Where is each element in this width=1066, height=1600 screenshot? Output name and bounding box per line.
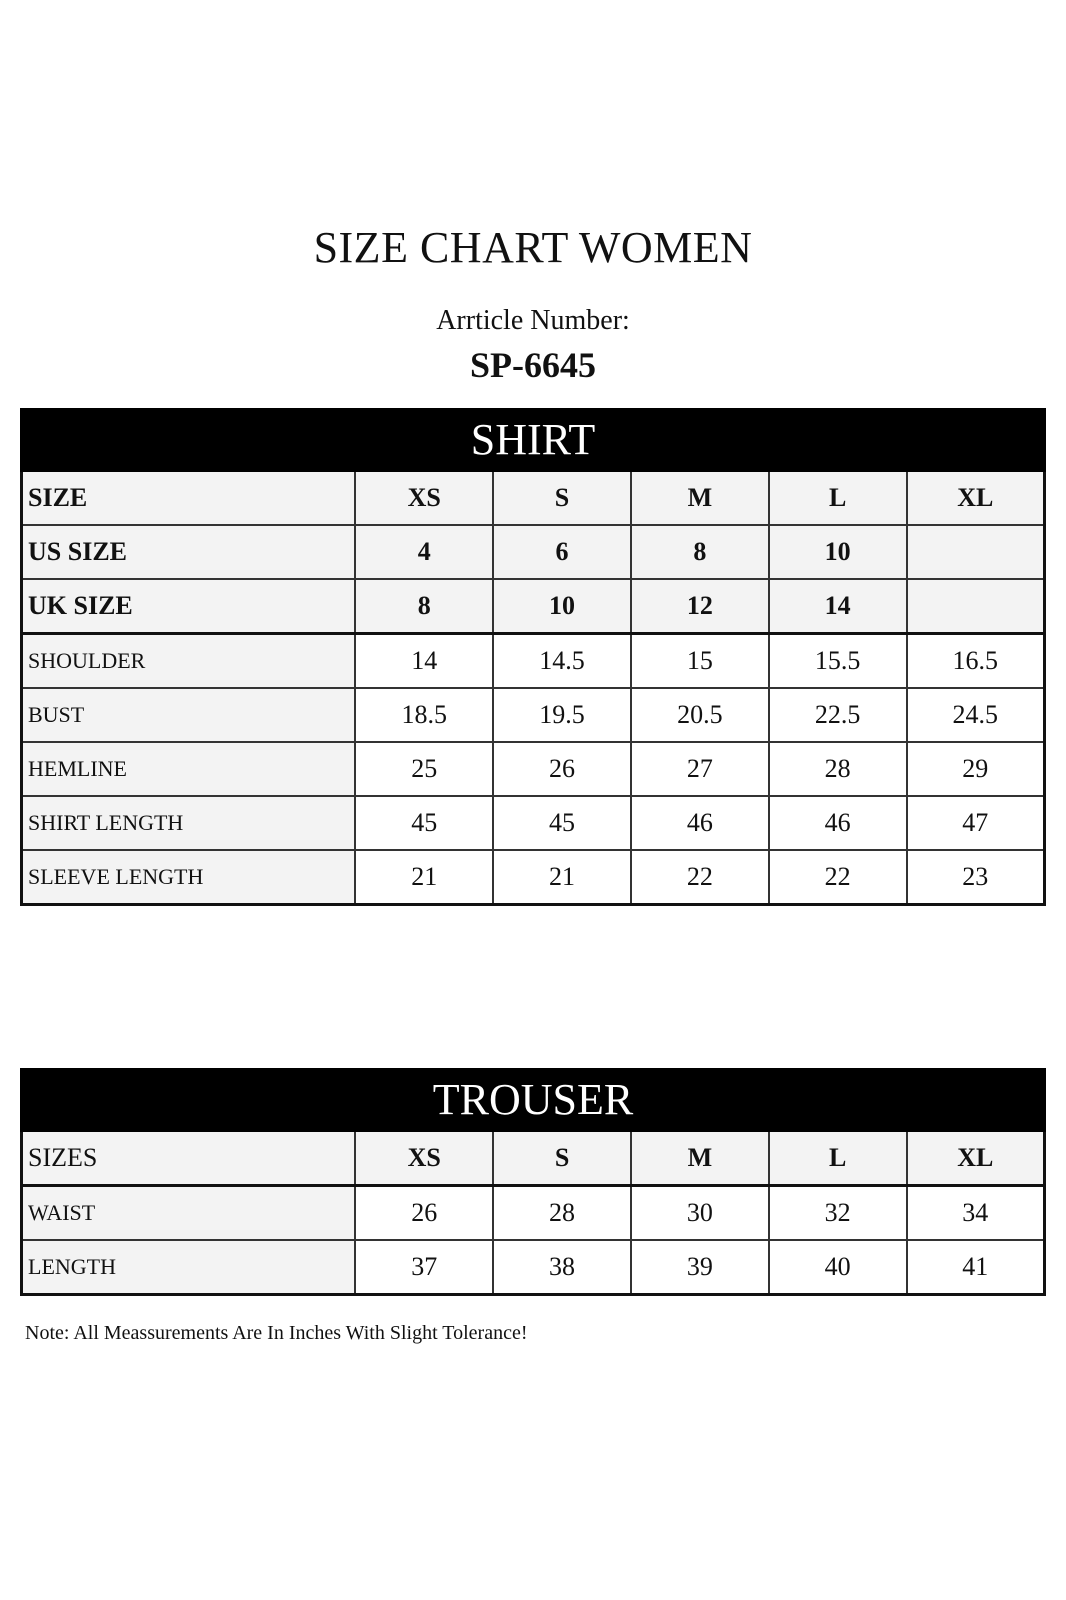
shirt-size-header-cell: S (493, 471, 631, 526)
table-cell: 34 (907, 1186, 1045, 1241)
table-cell: 28 (769, 742, 907, 796)
table-cell: 22 (769, 850, 907, 905)
row-label: US SIZE (22, 525, 356, 579)
table-cell: 15 (631, 634, 769, 689)
table-cell: 19.5 (493, 688, 631, 742)
table-cell: 14 (355, 634, 493, 689)
table-cell: 37 (355, 1240, 493, 1295)
trouser-size-header-cell: XS (355, 1131, 493, 1186)
shirt-table-title: SHIRT (22, 410, 1045, 471)
shirt-size-header-row (22, 471, 1045, 526)
trouser-size-header-cell: L (769, 1131, 907, 1186)
table-row (22, 796, 1045, 850)
table-cell: 28 (493, 1186, 631, 1241)
shirt-size-header-cell: XS (355, 471, 493, 526)
table-cell: 10 (493, 579, 631, 634)
shirt-size-header-label: SIZE (22, 471, 356, 526)
table-row (22, 634, 1045, 689)
table-cell: 39 (631, 1240, 769, 1295)
row-label: UK SIZE (22, 579, 356, 634)
table-row (22, 742, 1045, 796)
table-cell: 14 (769, 579, 907, 634)
shirt-uk-size-row (22, 579, 1045, 634)
table-cell: 12 (631, 579, 769, 634)
article-number-value: SP-6645 (470, 345, 596, 385)
shirt-size-header-cell: XL (907, 471, 1045, 526)
shirt-size-header-cell: M (631, 471, 769, 526)
row-label: LENGTH (22, 1240, 356, 1295)
trouser-size-table (20, 1068, 1046, 1296)
table-cell: 46 (631, 796, 769, 850)
table-cell: 24.5 (907, 688, 1045, 742)
measurement-note: Note: All Meassurements Are In Inches With Slight Tolerance! (25, 1322, 528, 1344)
table-cell: 15.5 (769, 634, 907, 689)
page-title: SIZE CHART WOMEN (313, 223, 753, 272)
table-cell: 45 (493, 796, 631, 850)
table-cell: 6 (493, 525, 631, 579)
table-cell: 46 (769, 796, 907, 850)
trouser-size-header-cell: M (631, 1131, 769, 1186)
table-cell: 47 (907, 796, 1045, 850)
table-cell: 27 (631, 742, 769, 796)
table-cell: 25 (355, 742, 493, 796)
row-label: WAIST (22, 1186, 356, 1241)
row-label: HEMLINE (22, 742, 356, 796)
trouser-size-header-label: SIZES (22, 1131, 356, 1186)
table-cell (907, 525, 1045, 579)
table-row (22, 1186, 1045, 1241)
table-cell: 26 (355, 1186, 493, 1241)
table-cell: 22.5 (769, 688, 907, 742)
table-cell: 21 (493, 850, 631, 905)
table-cell: 16.5 (907, 634, 1045, 689)
table-cell: 8 (631, 525, 769, 579)
table-cell: 4 (355, 525, 493, 579)
trouser-size-header-cell: XL (907, 1131, 1045, 1186)
table-row (22, 850, 1045, 905)
table-cell: 38 (493, 1240, 631, 1295)
table-cell: 26 (493, 742, 631, 796)
trouser-table-title: TROUSER (22, 1070, 1045, 1131)
row-label: SHIRT LENGTH (22, 796, 356, 850)
trouser-size-header-cell: S (493, 1131, 631, 1186)
table-cell: 30 (631, 1186, 769, 1241)
table-cell: 8 (355, 579, 493, 634)
row-label: SHOULDER (22, 634, 356, 689)
shirt-size-header-cell: L (769, 471, 907, 526)
table-cell: 41 (907, 1240, 1045, 1295)
shirt-size-table (20, 408, 1046, 906)
article-number-label: Arrticle Number: (436, 305, 630, 336)
table-cell: 18.5 (355, 688, 493, 742)
table-cell: 32 (769, 1186, 907, 1241)
trouser-size-header-row (22, 1131, 1045, 1186)
table-cell: 29 (907, 742, 1045, 796)
row-label: SLEEVE LENGTH (22, 850, 356, 905)
shirt-us-size-row (22, 525, 1045, 579)
table-cell: 45 (355, 796, 493, 850)
table-cell: 22 (631, 850, 769, 905)
table-cell (907, 579, 1045, 634)
table-cell: 23 (907, 850, 1045, 905)
table-cell: 20.5 (631, 688, 769, 742)
table-cell: 10 (769, 525, 907, 579)
table-cell: 21 (355, 850, 493, 905)
table-cell: 14.5 (493, 634, 631, 689)
row-label: BUST (22, 688, 356, 742)
table-row (22, 1240, 1045, 1295)
table-cell: 40 (769, 1240, 907, 1295)
table-row (22, 688, 1045, 742)
